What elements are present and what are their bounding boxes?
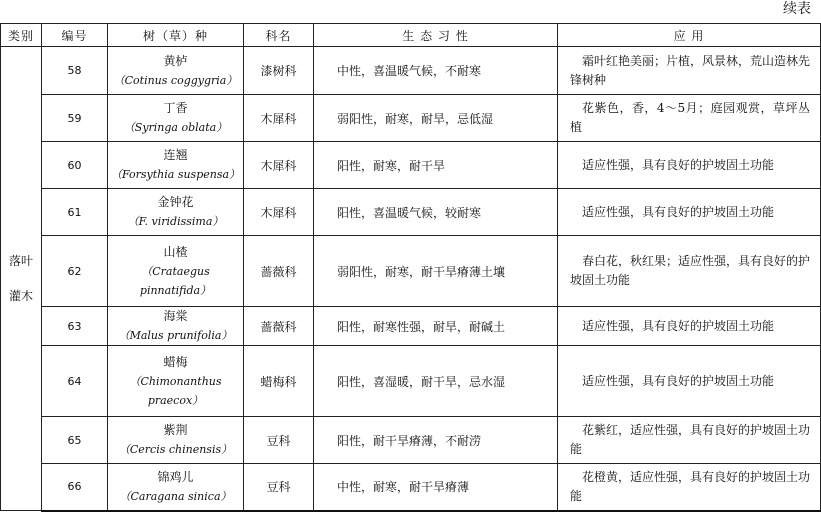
ecology-cell: 阳性，耐寒性强，耐旱，耐碱土 xyxy=(314,307,558,346)
species-cell xyxy=(108,189,244,236)
species-cell xyxy=(108,464,244,511)
species-cell xyxy=(108,346,244,417)
ecology-cell: 弱阳性，耐寒，耐旱，忌低湿 xyxy=(314,95,558,142)
category-cell xyxy=(1,47,42,511)
species-cn: 丁香 xyxy=(163,101,188,115)
application-cell: 适应性强，具有良好的护坡固土功能 xyxy=(558,307,821,346)
plant-table xyxy=(0,23,821,512)
ecology-cell: 阳性，耐干旱瘠薄，不耐涝 xyxy=(314,417,558,464)
species-latin: （Cotinus coggygria） xyxy=(113,73,238,87)
family-cell: 蔷薇科 xyxy=(244,236,314,307)
row-number: 65 xyxy=(42,417,108,464)
header-category: 类别 xyxy=(1,24,42,47)
table-row xyxy=(1,307,821,346)
species-cn: 锦鸡儿 xyxy=(157,469,194,484)
table-row xyxy=(1,142,821,189)
header-ecology: 生 态 习 性 xyxy=(314,24,558,47)
application-cell: 适应性强，具有良好的护坡固土功能 xyxy=(558,189,821,236)
table-row xyxy=(1,464,821,511)
species-cell xyxy=(108,236,244,307)
row-number: 61 xyxy=(42,189,108,236)
species-cn: 紫荆 xyxy=(163,423,188,437)
application-cell: 适应性强，具有良好的护坡固土功能 xyxy=(558,142,821,189)
family-cell: 豆科 xyxy=(244,417,314,464)
ecology-cell: 阳性，喜湿暖，耐干旱，忌水湿 xyxy=(314,346,558,417)
ecology-cell: 阳性，喜温暖气候，较耐寒 xyxy=(314,189,558,236)
ecology-cell: 弱阳性，耐寒，耐干旱瘠薄土壤 xyxy=(314,236,558,307)
species-latin: pinnatifida） xyxy=(139,283,212,297)
species-latin: （Malus prunifolia） xyxy=(118,329,233,342)
species-cn: 海棠 xyxy=(163,309,188,323)
application-cell: 春白花，秋红果；适应性强，具有良好的护坡固土功能 xyxy=(558,236,821,307)
family-cell: 木犀科 xyxy=(244,189,314,236)
species-cell xyxy=(108,95,244,142)
row-number: 66 xyxy=(42,464,108,511)
species-cell xyxy=(108,47,244,95)
application-cell: 花紫色，香，4～5月；庭园观赏，草坪丛植 xyxy=(558,95,821,142)
family-cell: 木犀科 xyxy=(244,95,314,142)
species-latin: （Syringa oblata） xyxy=(123,121,228,134)
family-cell: 蔷薇科 xyxy=(244,307,314,346)
family-cell: 木犀科 xyxy=(244,142,314,189)
table-row xyxy=(1,346,821,417)
species-latin: praecox） xyxy=(147,393,204,407)
application-cell: 霜叶红艳美丽；片植，风景林，荒山造林先锋树种 xyxy=(558,47,821,95)
application-cell: 花橙黄，适应性强，具有良好的护坡固土功能 xyxy=(558,464,821,511)
species-cell xyxy=(108,142,244,189)
species-cn: 蜡梅 xyxy=(163,354,188,369)
table-row xyxy=(1,189,821,236)
species-latin: （Chimonanthus xyxy=(129,374,222,388)
species-cn: 黄栌 xyxy=(163,53,188,68)
header-row xyxy=(1,24,821,47)
ecology-cell: 中性，耐寒，耐干旱瘠薄 xyxy=(314,464,558,511)
row-number: 60 xyxy=(42,142,108,189)
ecology-cell: 中性，喜温暖气候，不耐寒 xyxy=(314,47,558,95)
header-application: 应 用 xyxy=(558,24,821,47)
header-species: 树（草）种 xyxy=(108,24,244,47)
row-number: 62 xyxy=(42,236,108,307)
header-number: 编号 xyxy=(42,24,108,47)
table-row xyxy=(1,95,821,142)
header-family: 科名 xyxy=(244,24,314,47)
continued-label: 续表 xyxy=(783,1,811,17)
row-number: 59 xyxy=(42,95,108,142)
family-cell: 漆树科 xyxy=(244,47,314,95)
row-number: 64 xyxy=(42,346,108,417)
species-latin: （F. viridissima） xyxy=(127,215,224,228)
species-cn: 连翘 xyxy=(163,148,188,162)
species-latin: （Cercis chinensis） xyxy=(118,443,233,456)
species-cn: 山楂 xyxy=(163,244,188,259)
row-number: 63 xyxy=(42,307,108,346)
table-row xyxy=(1,417,821,464)
category-line: 灌木 xyxy=(8,288,33,303)
species-latin: （Caragana sinica） xyxy=(119,489,232,503)
family-cell: 蜡梅科 xyxy=(244,346,314,417)
application-cell: 适应性强，具有良好的护坡固土功能 xyxy=(558,346,821,417)
table-row xyxy=(1,236,821,307)
ecology-cell: 阳性，耐寒，耐干旱 xyxy=(314,142,558,189)
species-cell xyxy=(108,417,244,464)
family-cell: 豆科 xyxy=(244,464,314,511)
table-row xyxy=(1,47,821,95)
application-cell: 花紫红，适应性强，具有良好的护坡固土功能 xyxy=(558,417,821,464)
category-line: 落叶 xyxy=(8,253,33,268)
species-latin: （Crataegus xyxy=(141,264,210,278)
species-cn: 金钟花 xyxy=(157,195,194,209)
species-latin: （Forsythia suspensa） xyxy=(110,168,241,181)
row-number: 58 xyxy=(42,47,108,95)
species-cell xyxy=(108,307,244,346)
